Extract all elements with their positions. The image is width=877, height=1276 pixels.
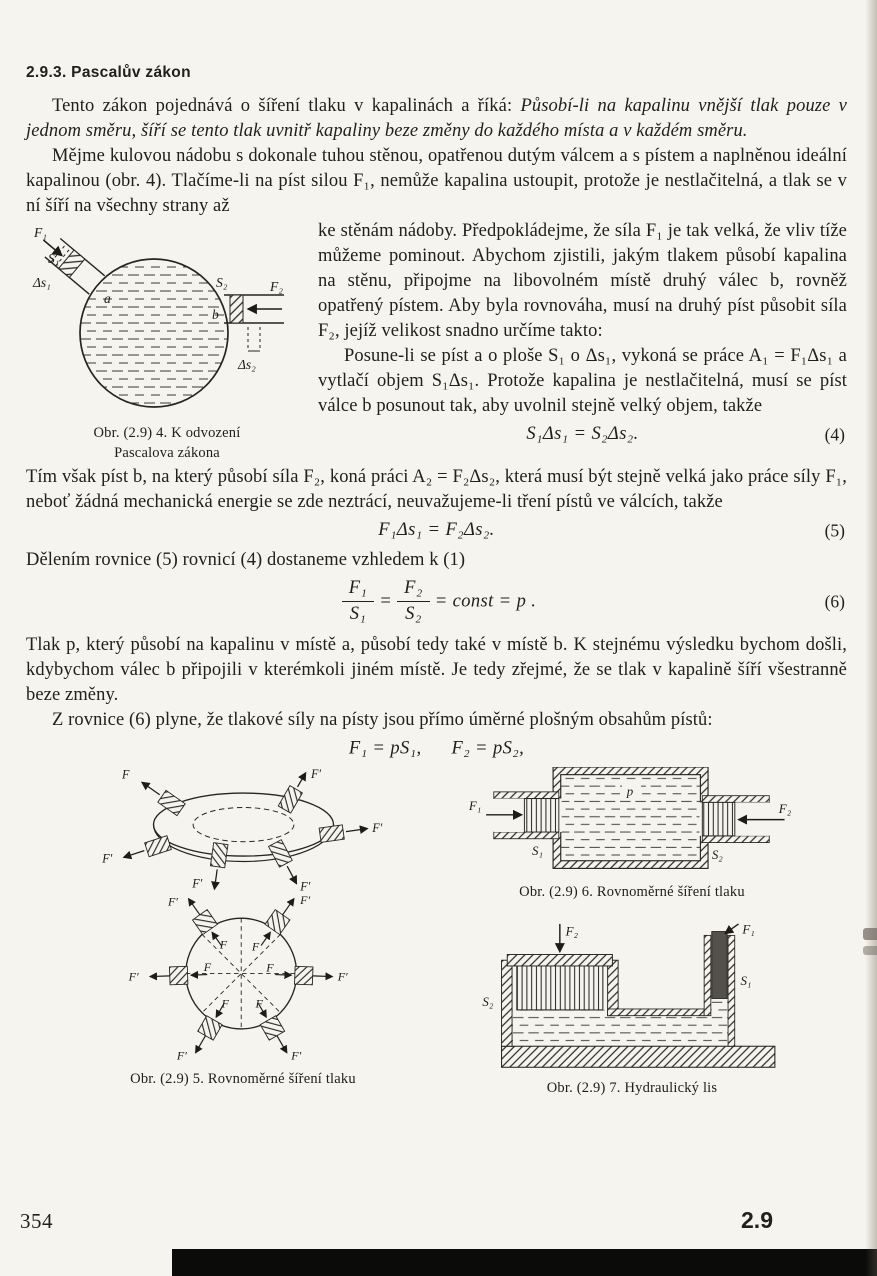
label-s1: S₁ bbox=[740, 973, 752, 988]
equation-6 bbox=[26, 578, 847, 626]
law-statement: Působí-li na kapalinu vnější tlak pouze v jednom směru, šíří se tento tlak uvnitř kapaliny beze změny do každého místa a v každém směru. bbox=[26, 96, 847, 141]
paragraph-intro bbox=[26, 94, 847, 144]
figure-5-caption: Obr. (2.9) 5. Rovnoměrné šíření tlaku bbox=[130, 1070, 356, 1087]
figure-4-caption bbox=[32, 423, 302, 463]
large-piston-lid bbox=[507, 954, 612, 965]
equation-5-number: (5) bbox=[824, 520, 845, 540]
label-f: F bbox=[251, 939, 260, 954]
radial-cylinder bbox=[278, 769, 312, 813]
label-f-prime: F′ bbox=[300, 892, 311, 907]
figure-5 bbox=[56, 767, 430, 1098]
label-s2: S₂ bbox=[711, 846, 723, 862]
label-f: F bbox=[203, 959, 212, 974]
label-s1: S₁ bbox=[48, 251, 60, 266]
figure-5-perspective bbox=[68, 767, 419, 893]
label-b: b bbox=[212, 307, 219, 322]
radial-cylinder bbox=[268, 839, 302, 886]
rim-piston bbox=[275, 965, 333, 985]
figures-right-column bbox=[454, 767, 810, 1098]
label-f1: F₁ bbox=[742, 922, 755, 937]
caption-line: Obr. (2.9) 4. K odvození bbox=[93, 425, 241, 441]
paragraph-5: Dělením rovnice (5) rovnicí (4) dostaneme vzhledem k (1) bbox=[26, 550, 466, 570]
paragraph-6: Tlak p, který působí na kapalinu v místě a, působí tedy také v místě b. K stejnému výsledku bychom došli, kdybychom válec b připojili v kterémkoli jiném místě. Je tedy zřejmé, že se tlak v kapalině šíří všestranně beze změny. bbox=[26, 634, 847, 705]
figure-5-plan bbox=[109, 893, 377, 1063]
scan-smudge bbox=[863, 928, 877, 940]
piston-right bbox=[702, 802, 735, 835]
force-f1-arrow bbox=[725, 924, 738, 934]
equation-7-body: F₁ = pS₁, F₂ = pS₂, bbox=[348, 737, 525, 758]
label-f1: F₁ bbox=[34, 225, 47, 240]
figure-7-caption: Obr. (2.9) 7. Hydraulický lis bbox=[546, 1079, 718, 1096]
label-f-prime: F′ bbox=[337, 969, 348, 984]
label-f2: F₂ bbox=[270, 279, 283, 294]
spherical-vessel bbox=[80, 259, 228, 407]
label-f-prime: F′ bbox=[176, 1048, 187, 1063]
label-f-prime: F′ bbox=[299, 879, 310, 893]
paragraph-4: Tím však píst b, na který působí síla F₂, koná práci A₂ = F₂Δs₂, která musí být stejně velká jako práce síly F₁, neboť žádná mechanická energie se zde neztrácí, neuvažujeme-li tření pístů ve válcích, takže bbox=[26, 467, 847, 512]
equation-6-tail: = const = p . bbox=[434, 591, 537, 612]
label-f: F bbox=[221, 996, 229, 1011]
figure-6 bbox=[467, 767, 797, 902]
label-f-prime: F′ bbox=[291, 1048, 302, 1063]
paragraph-2-fullwidth: Mějme kulovou nádobu s dokonale tuhou stěnou, opatřenou dutým válcem a s pístem a naplněnou ideální kapalinou (obr. 4). Tlačíme-li na píst silou F₁, nemůže kapalina ustoupit, protože je nestlačitelná, a tlak se v ní šíří na všechny strany až bbox=[26, 146, 847, 216]
label-f-prime: F′ bbox=[167, 894, 178, 909]
label-p: p bbox=[626, 783, 634, 799]
label-s1: S₁ bbox=[532, 842, 543, 858]
rim-piston bbox=[150, 965, 208, 985]
equation-5-body: F₁Δs₁ = F₂Δs₂. bbox=[378, 520, 495, 540]
radial-cylinder bbox=[207, 842, 228, 889]
page-number: 354 bbox=[20, 1209, 53, 1233]
caption-line: Pascalova zákona bbox=[114, 445, 220, 461]
radial-cylinder bbox=[319, 821, 368, 842]
paragraph-3: Posune-li se píst a o ploše S₁ o Δs₁, vykoná se práce A₁ = F₁Δs₁ a vytlačí objem S₁Δs₁. Protože kapalina je nestlačitelná, musí se píst válce b posunout tak, aby uvolnil stejně velký objem, takže bbox=[318, 346, 847, 416]
label-f-prime: F′ bbox=[371, 820, 382, 835]
figures-section bbox=[26, 767, 847, 1098]
small-piston bbox=[712, 931, 727, 998]
equals-sign: = bbox=[379, 591, 393, 612]
equation-5 bbox=[26, 520, 847, 541]
fraction-f1-s1: $\frac{\text{F₁}}{\text{S₁}}$ bbox=[337, 578, 380, 626]
figure-6-drawing bbox=[467, 767, 797, 877]
large-piston bbox=[517, 964, 603, 1010]
fraction-f2-s2: $\frac{\text{F₂}}{\text{S₂}}$ bbox=[392, 578, 435, 626]
scan-artifact-bar bbox=[172, 1249, 877, 1276]
intro-text: Tento zákon pojednává o šíření tlaku v kapalinách a říká: bbox=[52, 96, 521, 116]
label-s2: S₂ bbox=[216, 275, 228, 290]
label-f: F bbox=[255, 996, 263, 1011]
equation-6-number: (6) bbox=[824, 591, 845, 612]
paragraph-2-wrapped: ke stěnám nádoby. Předpokládejme, že síla F₁ je tak velká, že vliv tíže můžeme pominout. Abychom zjistili, jakým tlakem působí kapalina na stěnu, připojme na libovolném místě druhý válec b, rovněž opatřený pístem. Aby byla rovnováha, musí na druhý píst působit síla F₂, jejíž velikost snadno určíme takto: bbox=[318, 221, 847, 341]
label-s2: S₂ bbox=[482, 994, 494, 1009]
equation-4-number: (4) bbox=[824, 424, 845, 444]
radial-cylinder bbox=[137, 776, 184, 815]
equation-6-body bbox=[337, 578, 537, 625]
cylinder-b bbox=[224, 295, 284, 351]
equation-4-body: S₁Δs₁ = S₂Δs₂. bbox=[526, 424, 639, 444]
figure-6-caption: Obr. (2.9) 6. Rovnoměrné šíření tlaku bbox=[519, 883, 745, 900]
scan-smudge bbox=[863, 946, 877, 955]
label-f: F bbox=[121, 767, 129, 782]
figure-7-drawing bbox=[467, 922, 797, 1073]
radial-cylinder bbox=[121, 836, 171, 864]
label-f: F bbox=[219, 937, 228, 952]
section-heading: 2.9.3. Pascalův zákon bbox=[26, 64, 191, 81]
figure-4 bbox=[26, 223, 302, 463]
label-f1: F₁ bbox=[468, 797, 482, 813]
equation-4 bbox=[318, 424, 847, 445]
figure-7 bbox=[467, 922, 797, 1098]
label-a: a bbox=[104, 291, 111, 306]
piston-left bbox=[524, 798, 558, 831]
label-f2: F₂ bbox=[565, 924, 578, 939]
figure-4-drawing bbox=[32, 223, 304, 415]
label-f-prime: F′ bbox=[310, 766, 321, 781]
page-footer bbox=[20, 1207, 847, 1234]
equation-7 bbox=[26, 738, 847, 759]
label-f: F bbox=[266, 960, 274, 975]
label-ds2: Δs₂ bbox=[238, 357, 256, 372]
chapter-badge: 2.9 bbox=[741, 1207, 773, 1233]
paragraph-7: Z rovnice (6) plyne, že tlakové síly na písty jsou přímo úměrné plošným obsahům pístů: bbox=[52, 709, 713, 730]
label-f-prime: F′ bbox=[191, 876, 202, 891]
label-f-prime: F′ bbox=[128, 969, 139, 984]
label-f-prime: F′ bbox=[101, 851, 112, 866]
label-f2: F₂ bbox=[778, 800, 792, 816]
label-ds1: Δs₁ bbox=[33, 275, 51, 290]
piston-b bbox=[230, 295, 243, 323]
piston-a bbox=[59, 250, 85, 277]
